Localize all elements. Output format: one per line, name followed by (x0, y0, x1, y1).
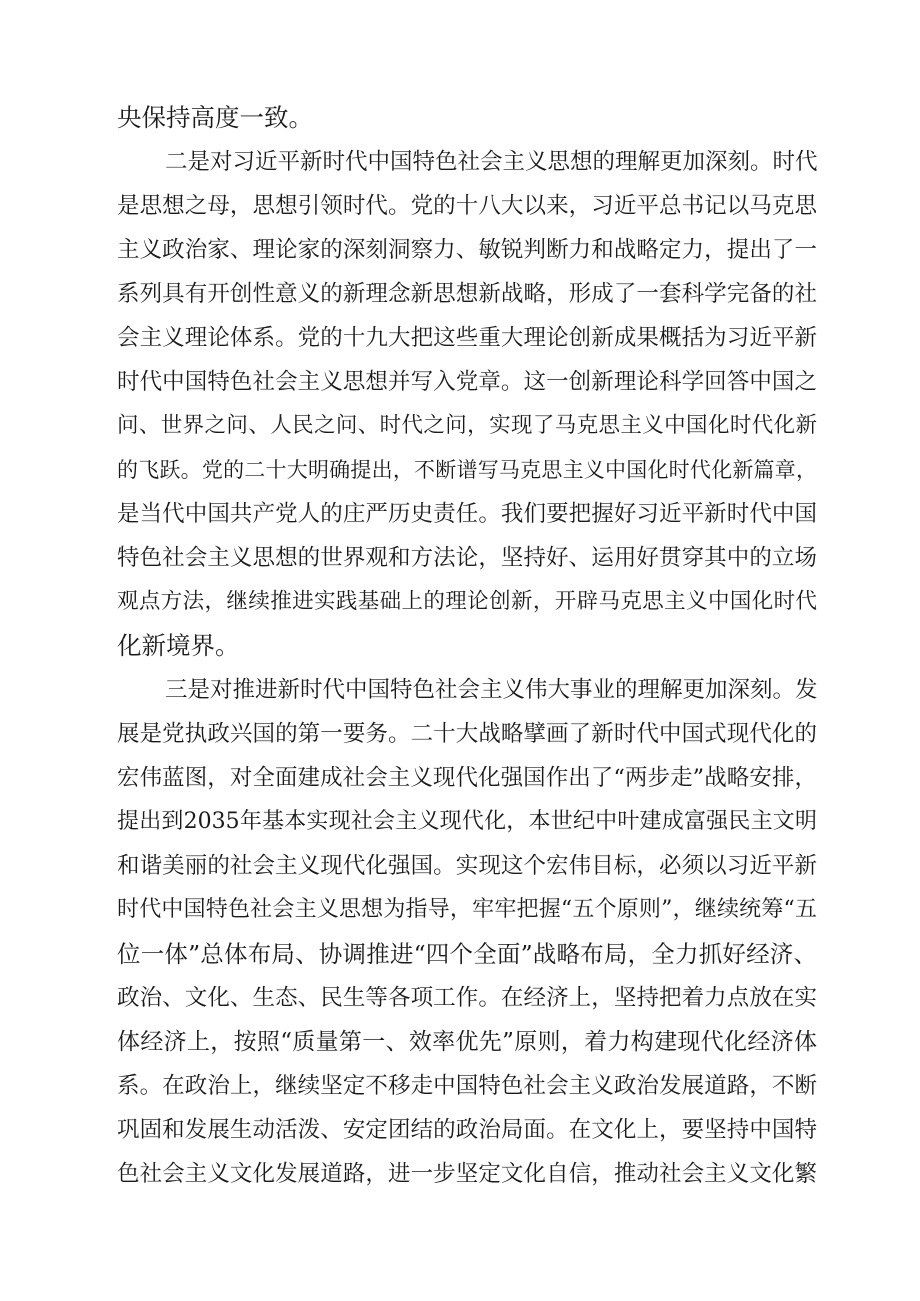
text-line: 时代中国特色社会主义思想并写入党章。这一创新理论科学回答中国之 (117, 369, 817, 395)
text-line: 化新境界。 (117, 631, 240, 660)
text-line: 特色社会主义思想的世界观和方法论，坚持好、运用好贯穿其中的立场 (117, 545, 817, 571)
text-line: 和谐美丽的社会主义现代化强国。实现这个宏伟目标，必须以习近平新 (117, 853, 817, 879)
text-line: 系列具有开创性意义的新理念新思想新战略，形成了一套科学完备的社 (117, 281, 817, 307)
text-line: 的飞跃。党的二十大明确提出，不断谱写马克思主义中国化时代化新篇章， (117, 458, 817, 482)
text-line: 观点方法，继续推进实践基础上的理论创新，开辟马克思主义中国化时代 (117, 589, 817, 614)
paragraph-2-first-line: 二是对习近平新时代中国特色社会主义思想的理解更加深刻。时代 (165, 149, 818, 175)
text-line: 是当代中国共产党人的庄严历史责任。我们要把握好习近平新时代中国 (117, 501, 817, 527)
text-line: 会主义理论体系。党的十九大把这些重大理论创新成果概括为习近平新 (117, 325, 817, 351)
text-line: 色社会主义文化发展道路，进一步坚定文化自信，推动社会主义文化繁 (117, 1161, 817, 1187)
text-line: 体经济上，按照“质量第一、效率优先”原则，着力构建现代化经济体 (117, 1029, 817, 1055)
text-line: 是思想之母，思想引领时代。党的十八大以来，习近平总书记以马克思 (117, 193, 817, 219)
text-line: 提出到2035年基本实现社会主义现代化，本世纪中叶建成富强民主文明 (117, 809, 817, 834)
text-line: 问、世界之问、人民之问、时代之问，实现了马克思主义中国化时代化新 (117, 413, 817, 438)
text-line: 央保持高度一致。 (117, 103, 313, 132)
text-line: 位一体”总体布局、协调推进“四个全面”战略布局，全力抓好经济、 (117, 940, 817, 968)
text-line: 展是党执政兴国的第一要务。二十大战略擘画了新时代中国式现代化的 (117, 721, 817, 747)
text-line: 政治、文化、生态、民生等各项工作。在经济上，坚持把着力点放在实 (117, 985, 817, 1011)
paragraph-3-first-line: 三是对推进新时代中国特色社会主义伟大事业的理解更加深刻。发 (165, 677, 818, 703)
text-line: 时代中国特色社会主义思想为指导，牢牢把握“五个原则”，继续统筹“五 (117, 897, 817, 922)
text-line: 主义政治家、理论家的深刻洞察力、敏锐判断力和战略定力，提出了一 (117, 237, 817, 263)
text-line: 系。在政治上，继续坚定不移走中国特色社会主义政治发展道路，不断 (117, 1073, 817, 1099)
text-line: 宏伟蓝图，对全面建成社会主义现代化强国作出了“两步走”战略安排， (117, 765, 817, 791)
text-line: 巩固和发展生动活泼、安定团结的政治局面。在文化上，要坚持中国特 (117, 1117, 817, 1143)
